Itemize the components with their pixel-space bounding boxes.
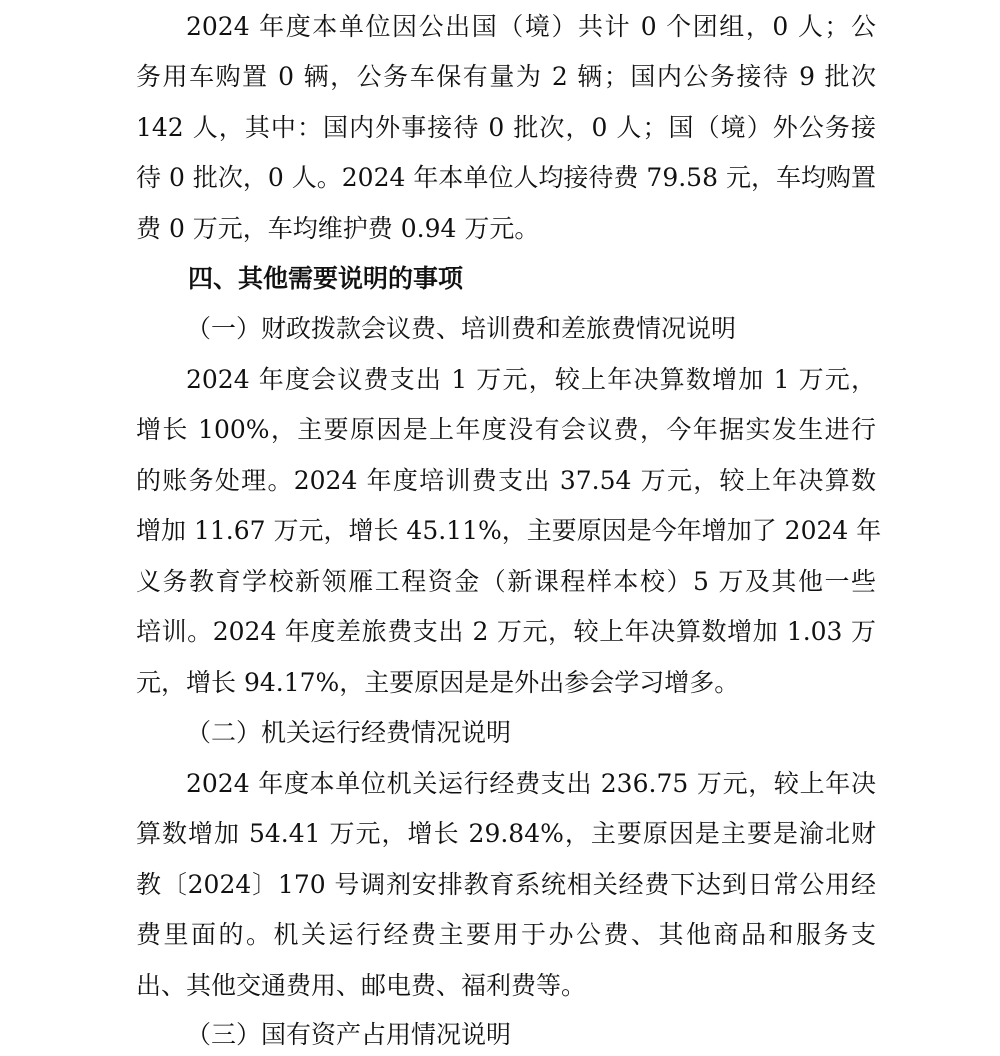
sub1-line: 培训。2024 年度差旅费支出 2 万元，较上年决算数增加 1.03 万 [136,617,876,646]
subsection-heading: （三）国有资产占用情况说明 [186,1020,512,1049]
sub2-line: 教〔2024〕170 号调剂安排教育系统相关经费下达到日常公用经 [136,870,876,899]
intro-line: 务用车购置 0 辆，公务车保有量为 2 辆；国内公务接待 9 批次 [136,62,876,91]
section-heading: 四、其他需要说明的事项 [188,264,464,293]
sub1-line: 义务教育学校新领雁工程资金（新课程样本校）5 万及其他一些 [136,567,876,596]
sub1-line: 的账务处理。2024 年度培训费支出 37.54 万元，较上年决算数 [136,466,876,495]
intro-line: 费 0 万元，车均维护费 0.94 万元。 [136,214,540,243]
sub1-line: 增长 100%，主要原因是上年度没有会议费，今年据实发生进行 [136,415,876,444]
intro-line: 142 人，其中：国内外事接待 0 批次，0 人；国（境）外公务接 [136,113,876,142]
sub2-line: 费里面的。机关运行经费主要用于办公费、其他商品和服务支 [136,920,876,949]
sub1-line: 2024 年度会议费支出 1 万元，较上年决算数增加 1 万元， [186,365,876,394]
intro-line: 2024 年度本单位因公出国（境）共计 0 个团组，0 人；公 [186,12,876,41]
sub2-line: 出、其他交通费用、邮电费、福利费等。 [136,971,587,1000]
sub1-line: 增加 11.67 万元，增长 45.11%，主要原因是今年增加了 2024 年 [136,516,882,545]
sub2-line: 2024 年度本单位机关运行经费支出 236.75 万元，较上年决 [186,769,876,798]
intro-line: 待 0 批次，0 人。2024 年本单位人均接待费 79.58 元，车均购置 [136,163,876,192]
sub2-line: 算数增加 54.41 万元，增长 29.84%，主要原因是主要是渝北财 [136,819,876,848]
subsection-heading: （二）机关运行经费情况说明 [186,718,512,747]
subsection-heading: （一）财政拨款会议费、培训费和差旅费情况说明 [186,314,737,343]
sub1-line: 元，增长 94.17%，主要原因是是外出参会学习增多。 [136,668,740,697]
